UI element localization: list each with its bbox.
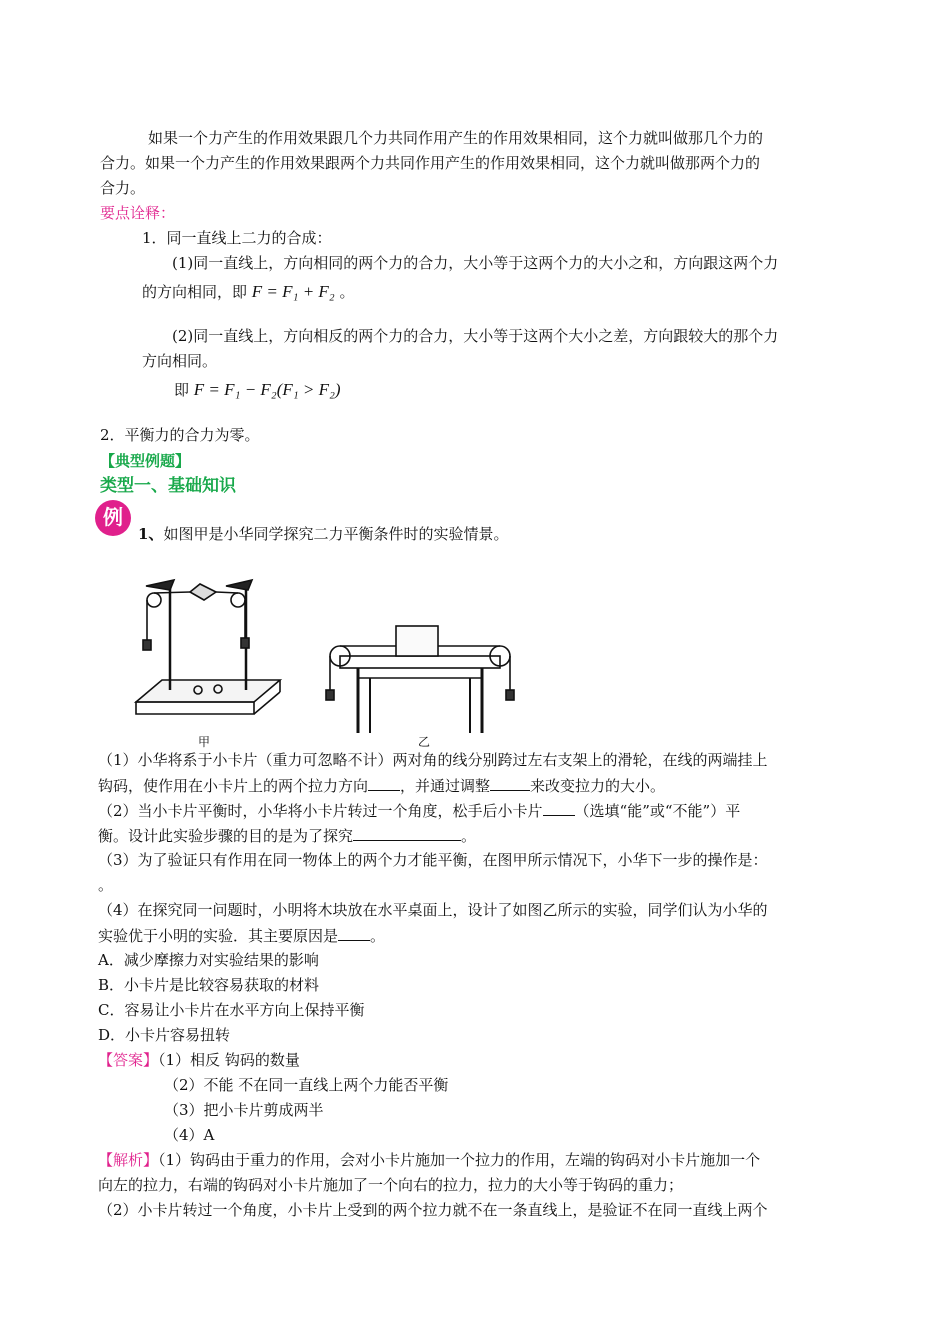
point1-a-end: 。 bbox=[339, 283, 355, 301]
point1-b-line1: (2)同一直线上，方向相反的两个力的合力，大小等于这两个大小之差，方向跟较大的那个力 bbox=[172, 327, 779, 345]
figure-yi-apparatus bbox=[318, 618, 518, 738]
figure-jia-apparatus bbox=[128, 562, 288, 742]
q1-line1: （1）小华将系于小卡片（重力可忽略不计）两对角的线分别跨过左右支架上的滑轮，在线的两端挂上 bbox=[98, 751, 768, 769]
formula-opposite-direction: F = F₁ − F₂(F₁ > F₂) bbox=[193, 380, 341, 399]
answer-item-3: （3）把小卡片剪成两半 bbox=[164, 1101, 324, 1119]
q2-blank-2[interactable] bbox=[353, 825, 461, 841]
option-b: B．小卡片是比较容易获取的材料 bbox=[98, 976, 320, 994]
question-number: 1、 bbox=[138, 525, 164, 543]
figure-yi-label: 乙 bbox=[418, 735, 431, 749]
key-points-label: 要点诠释： bbox=[100, 204, 176, 222]
q1-text-a: 钩码，使作用在小卡片上的两个拉力方向 bbox=[98, 777, 369, 795]
point1-a-text: 的方向相同，即 bbox=[142, 283, 248, 301]
q1-blank-2[interactable] bbox=[490, 775, 530, 791]
q4-text-a: 实验优于小明的实验．其主要原因是 bbox=[98, 927, 339, 945]
point1-title: 1．同一直线上二力的合成： bbox=[142, 229, 332, 247]
option-a: A．减少摩擦力对实验结果的影响 bbox=[98, 951, 319, 969]
question-stem-text: 如图甲是小华同学探究二力平衡条件时的实验情景。 bbox=[163, 525, 509, 543]
q2-blank-1[interactable] bbox=[543, 800, 575, 816]
q1-text-c: 来改变拉力的大小。 bbox=[530, 777, 666, 795]
point1-b-line3 bbox=[174, 380, 341, 400]
examples-heading: 【典型例题】 bbox=[100, 452, 191, 470]
q4-text-b: 。 bbox=[370, 927, 386, 945]
q2-line1 bbox=[98, 800, 740, 821]
option-d: D．小卡片容易扭转 bbox=[98, 1026, 231, 1044]
intro-line-2: 合力。如果一个力产生的作用效果跟两个力共同作用产生的作用效果相同，这个力就叫做那两个力的 bbox=[100, 154, 761, 172]
q4-line2 bbox=[98, 925, 385, 946]
answer-item-1: （1）相反 钩码的数量 bbox=[158, 1051, 300, 1069]
example-badge: 例 bbox=[95, 500, 131, 536]
q3-line1: （3）为了验证只有作用在同一物体上的两个力才能平衡，在图甲所示情况下，小华下一步的操作是： bbox=[98, 851, 768, 869]
analysis-text-1: （1）钩码由于重力的作用，会对小卡片施加一个拉力的作用，左端的钩码对小卡片施加一个 bbox=[158, 1151, 761, 1169]
point1-b-prefix: 即 bbox=[174, 381, 190, 399]
q2-text-c: 衡。设计此实验步骤的目的是为了探究 bbox=[98, 827, 354, 845]
option-c: C．容易让小卡片在水平方向上保持平衡 bbox=[98, 1001, 365, 1019]
type-heading: 类型一、基础知识 bbox=[100, 476, 236, 496]
answer-line-1 bbox=[98, 1050, 300, 1070]
q2-line2 bbox=[98, 825, 476, 846]
q2-text-d: 。 bbox=[461, 827, 477, 845]
figure-jia-label: 甲 bbox=[198, 735, 211, 749]
analysis-line-1 bbox=[98, 1150, 760, 1170]
point2: 2．平衡力的合力为零。 bbox=[100, 426, 260, 444]
analysis-line-3: （2）小卡片转过一个角度，小卡片上受到的两个拉力就不在一条直线上，是验证不在同一直线上两个 bbox=[98, 1201, 768, 1219]
analysis-line-2: 向左的拉力，右端的钩码对小卡片施加了一个向右的拉力，拉力的大小等于钩码的重力； bbox=[98, 1176, 684, 1194]
point1-a-line2 bbox=[142, 282, 355, 302]
q3-line2: 。 bbox=[98, 876, 114, 894]
q1-text-b: ，并通过调整 bbox=[400, 777, 491, 795]
q2-text-b: （选填“能”或“不能”）平 bbox=[574, 802, 741, 820]
point1-b-line2: 方向相同。 bbox=[142, 352, 218, 370]
intro-line-1: 如果一个力产生的作用效果跟几个力共同作用产生的作用效果相同，这个力就叫做那几个力的 bbox=[148, 129, 764, 147]
point1-a-line1: (1)同一直线上，方向相同的两个力的合力，大小等于这两个力的大小之和，方向跟这两个力 bbox=[172, 254, 779, 272]
q2-text-a: （2）当小卡片平衡时，小华将小卡片转过一个角度，松手后小卡片 bbox=[98, 802, 543, 820]
answer-item-2: （2）不能 不在同一直线上两个力能否平衡 bbox=[164, 1076, 449, 1094]
intro-line-3: 合力。 bbox=[100, 179, 146, 197]
analysis-label: 【解析】 bbox=[98, 1151, 159, 1169]
question-stem bbox=[138, 524, 508, 544]
formula-same-direction: F = F₁ + F₂ bbox=[251, 282, 335, 301]
q1-blank-1[interactable] bbox=[368, 775, 400, 791]
answer-label: 【答案】 bbox=[98, 1051, 159, 1069]
q4-blank[interactable] bbox=[338, 925, 370, 941]
q1-line2 bbox=[98, 775, 665, 796]
q4-line1: （4）在探究同一问题时，小明将木块放在水平桌面上，设计了如图乙所示的实验，同学们认为小华的 bbox=[98, 901, 768, 919]
answer-item-4: （4）A bbox=[164, 1126, 215, 1144]
